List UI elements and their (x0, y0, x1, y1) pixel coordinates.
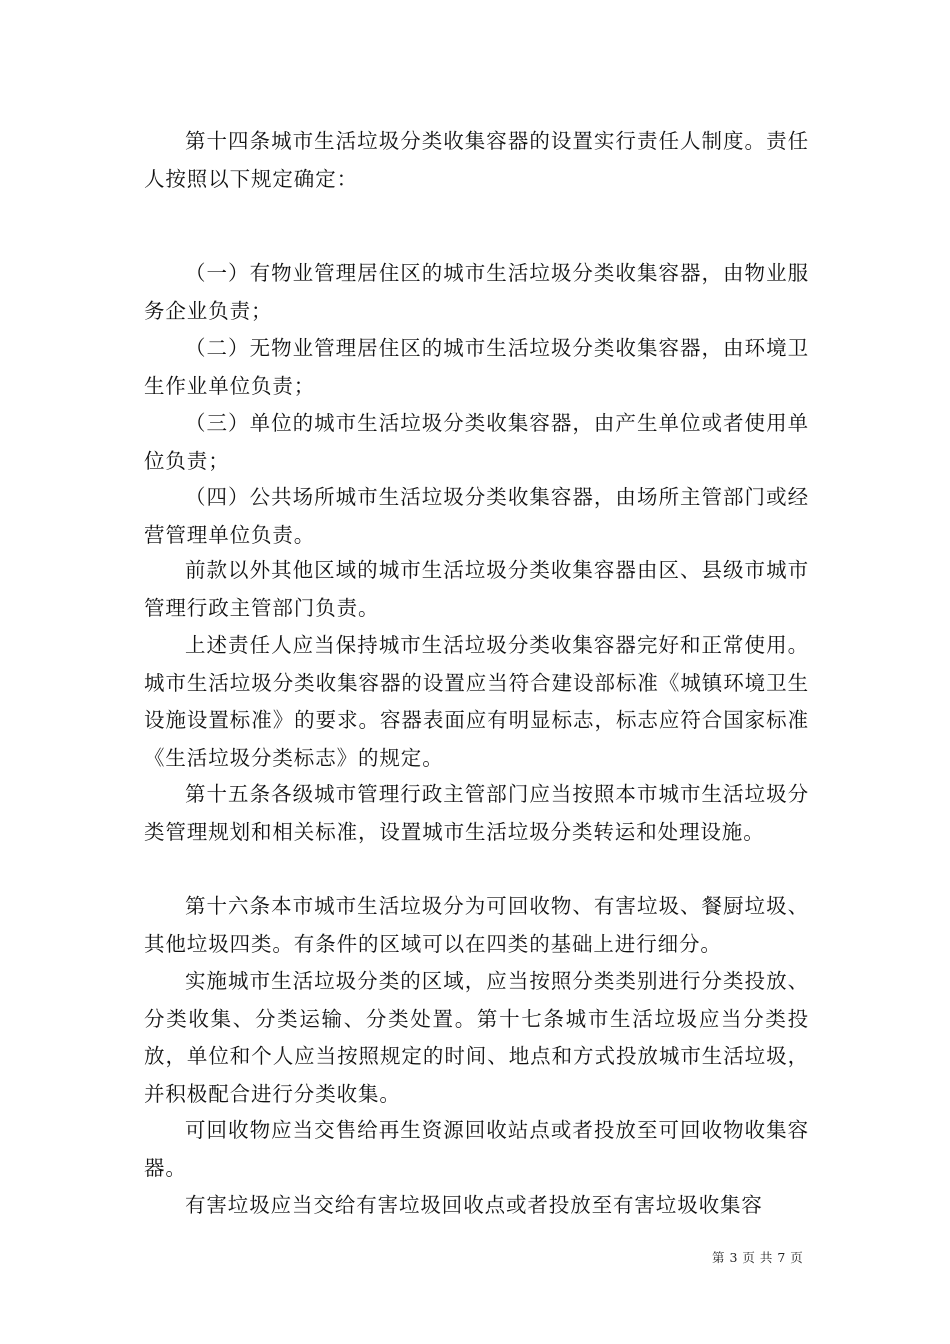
paragraph-article-15: 第十五条各级城市管理行政主管部门应当按照本市城市生活垃圾分类管理规划和相关标准，设置城市生活垃圾分类转运和处理设施。 (144, 782, 809, 844)
paragraph-other-areas: 前款以外其他区域的城市生活垃圾分类收集容器由区、县级市城市管理行政主管部门负责。 (144, 558, 809, 620)
paragraph-item-2: （二）无物业管理居住区的城市生活垃圾分类收集容器，由环境卫生作业单位负责； (144, 336, 809, 398)
paragraph-responsibility: 上述责任人应当保持城市生活垃圾分类收集容器完好和正常使用。城市生活垃圾分类收集容器的设置应当符合建设部标准《城镇环境卫生设施设置标准》的要求。容器表面应有明显标志，标志应符合国家标准《生活垃圾分类标志》的规定。 (144, 633, 809, 770)
paragraph-item-3: （三）单位的城市生活垃圾分类收集容器，由产生单位或者使用单位负责； (144, 411, 809, 473)
paragraph-article-14: 第十四条城市生活垃圾分类收集容器的设置实行责任人制度。责任人按照以下规定确定： (144, 129, 809, 191)
paragraph-item-1: （一）有物业管理居住区的城市生活垃圾分类收集容器，由物业服务企业负责； (144, 261, 809, 323)
paragraph-item-4: （四）公共场所城市生活垃圾分类收集容器，由场所主管部门或经营管理单位负责。 (144, 485, 809, 547)
paragraph-recyclables: 可回收物应当交售给再生资源回收站点或者投放至可回收物收集容器。 (144, 1118, 809, 1180)
page-number-footer: 第 3 页 共 7 页 (712, 1250, 804, 1265)
paragraph-article-16: 第十六条本市城市生活垃圾分为可回收物、有害垃圾、餐厨垃圾、其他垃圾四类。有条件的区域可以在四类的基础上进行细分。 (144, 894, 809, 956)
paragraph-hazardous: 有害垃圾应当交给有害垃圾回收点或者投放至有害垃圾收集容 (185, 1193, 763, 1217)
paragraph-article-17: 实施城市生活垃圾分类的区域，应当按照分类类别进行分类投放、分类收集、分类运输、分类处置。第十七条城市生活垃圾应当分类投放，单位和个人应当按照规定的时间、地点和方式投放城市生活垃圾，并积极配合进行分类收集。 (144, 969, 809, 1106)
